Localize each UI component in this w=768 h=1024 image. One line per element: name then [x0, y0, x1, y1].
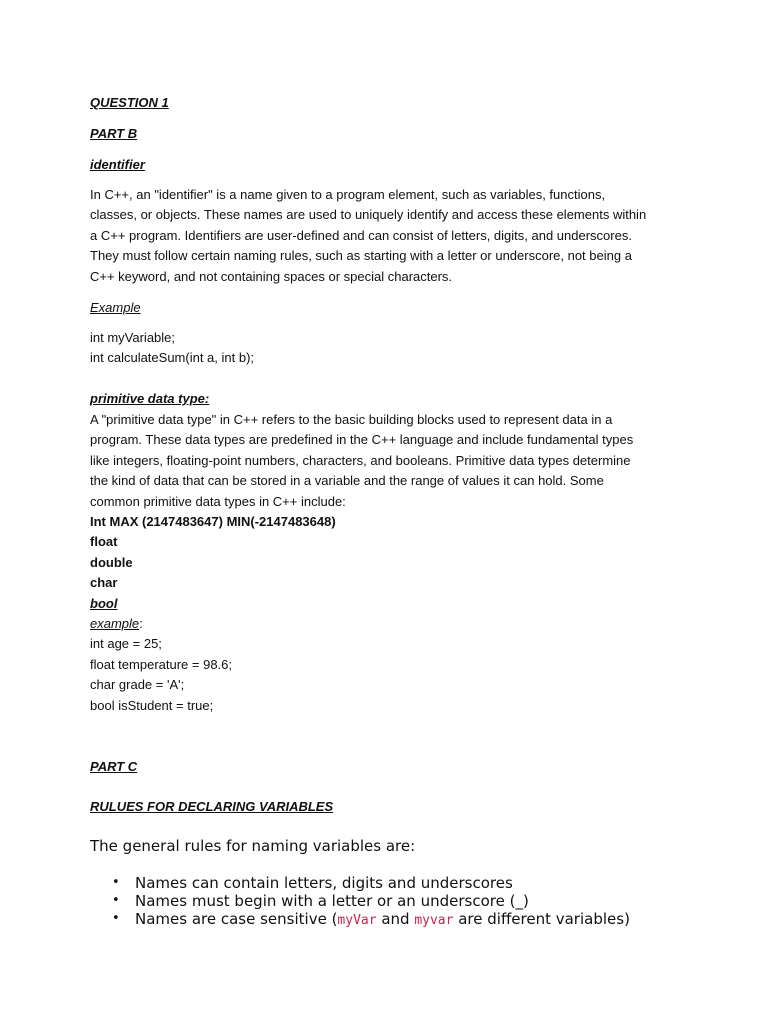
- bullet-icon: •: [112, 911, 120, 926]
- type-line: double: [90, 554, 133, 570]
- code-example-line: float temperature = 98.6;: [90, 656, 233, 672]
- paragraph-line: common primitive data types in C++ include:: [90, 493, 346, 509]
- identifier-heading: identifier: [90, 157, 145, 172]
- rule-text: Names must begin with a letter or an underscore (_): [135, 892, 529, 910]
- list-item: [90, 874, 730, 892]
- primitive-heading: primitive data type:: [90, 391, 210, 406]
- rule-text: Names can contain letters, digits and underscores: [135, 874, 513, 892]
- code-example-line: char grade = 'A';: [90, 677, 185, 693]
- example2-colon: :: [139, 616, 143, 632]
- rule-text-post: are different variables): [453, 910, 630, 928]
- paragraph-line: program. These data types are predefined in the C++ language and include fundamental types: [90, 432, 634, 448]
- list-item: [90, 910, 730, 930]
- bool-label: bool: [90, 595, 118, 611]
- example-label: Example: [90, 300, 141, 315]
- type-line: Int MAX (2147483647) MIN(-2147483648): [90, 514, 336, 530]
- rules-heading: RULUES FOR DECLARING VARIABLES: [90, 799, 334, 814]
- paragraph-line: C++ keyword, and not containing spaces or special characters.: [90, 268, 453, 284]
- paragraph-line: the kind of data that can be stored in a variable and the range of values it can hold. Some: [90, 473, 604, 489]
- rule-text-mid: and: [376, 910, 415, 928]
- example2-line: [90, 614, 633, 634]
- identifier-paragraph: [90, 185, 646, 287]
- paragraph-line: like integers, floating-point numbers, characters, and booleans. Primitive data types determine: [90, 452, 631, 468]
- list-item: [90, 892, 730, 910]
- bullet-icon: •: [112, 875, 120, 890]
- question-heading: QUESTION 1: [90, 95, 169, 110]
- type-line: char: [90, 575, 118, 591]
- paragraph-line: In C++, an "identifier" is a name given to a program element, such as variables, functions,: [90, 187, 606, 202]
- bullet-icon: •: [112, 893, 120, 908]
- part-c-heading: PART C: [90, 759, 138, 774]
- rules-list: [90, 874, 730, 930]
- rules-intro: The general rules for naming variables are:: [90, 837, 416, 855]
- paragraph-line: A "primitive data type" in C++ refers to the basic building blocks used to represent data in a: [90, 412, 613, 427]
- code-example-line: int calculateSum(int a, int b);: [90, 350, 255, 366]
- code-example-line: int age = 25;: [90, 636, 162, 652]
- primitive-paragraph: [90, 410, 633, 716]
- code-example-line: int myVariable;: [90, 330, 176, 345]
- type-line: float: [90, 534, 118, 550]
- identifier-examples: [90, 328, 254, 369]
- code-myvar: myvar: [414, 913, 454, 928]
- part-b-heading: PART B: [90, 126, 138, 141]
- code-myVar: myVar: [337, 913, 377, 928]
- paragraph-line: They must follow certain naming rules, such as starting with a letter or underscore, not being a: [90, 248, 632, 264]
- paragraph-line: classes, or objects. These names are used to uniquely identify and access these elements within: [90, 207, 647, 223]
- rule-text-pre: Names are case sensitive (: [135, 910, 338, 928]
- example2-label: example: [90, 616, 140, 632]
- paragraph-line: a C++ program. Identifiers are user-defined and can consist of letters, digits, and underscores.: [90, 227, 632, 243]
- code-example-line: bool isStudent = true;: [90, 697, 214, 713]
